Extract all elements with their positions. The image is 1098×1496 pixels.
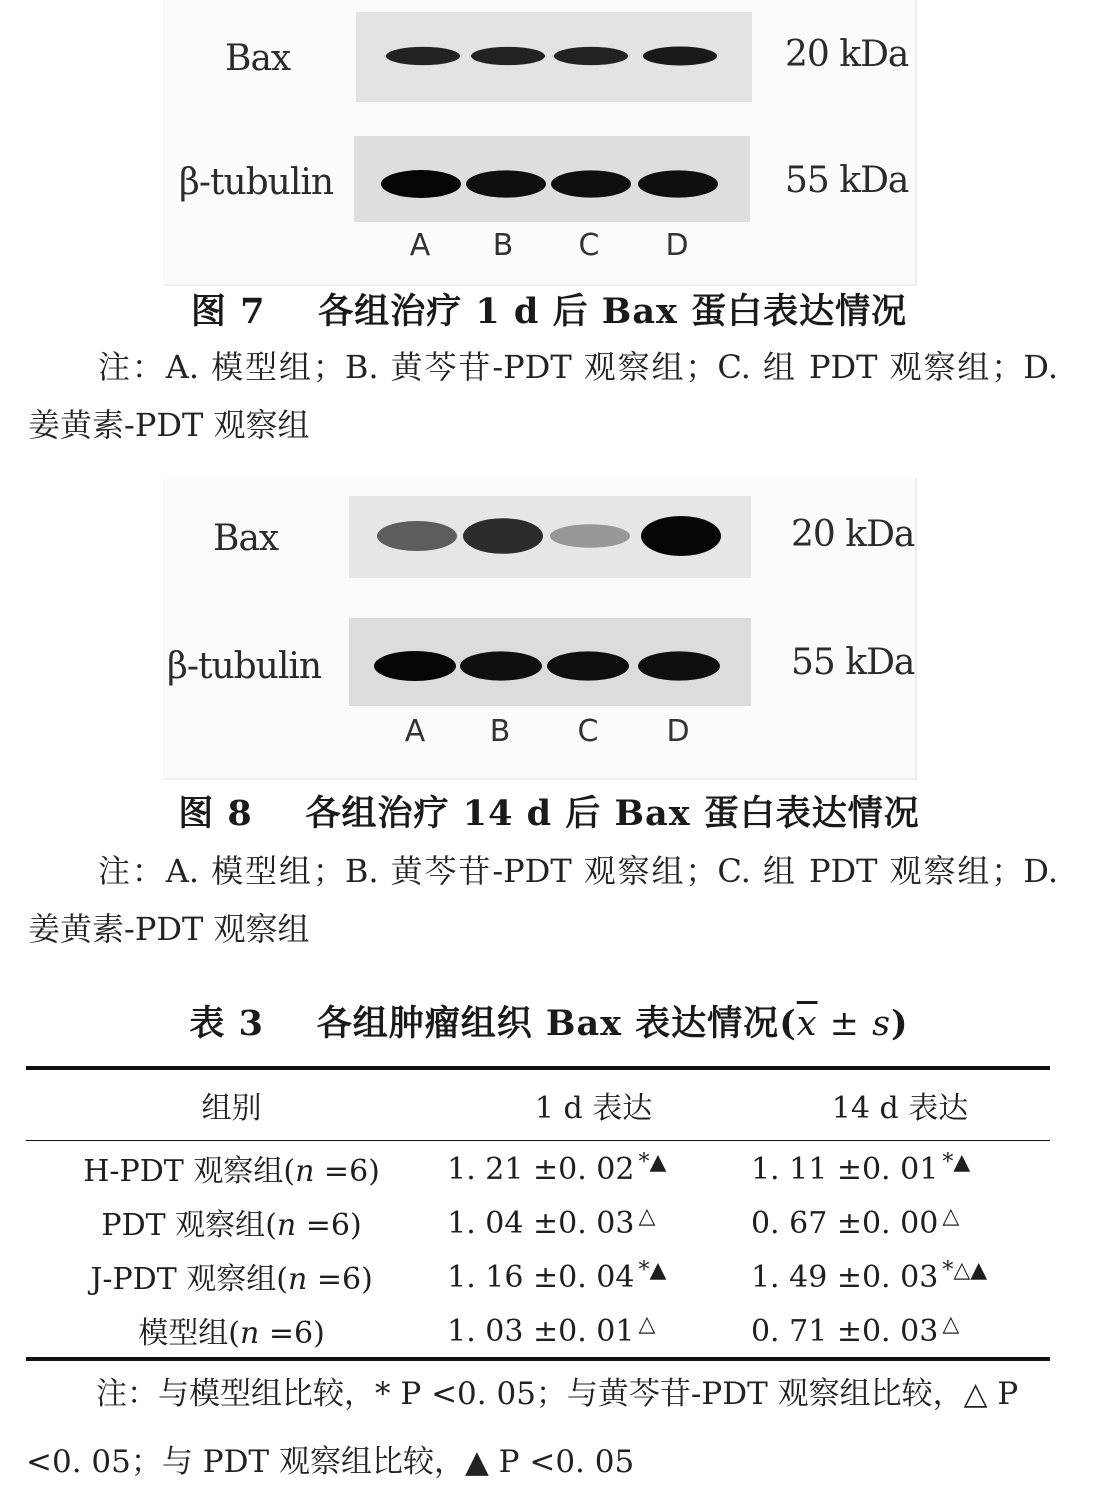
n-value: =6) xyxy=(259,1316,325,1351)
d1-cell xyxy=(437,1195,741,1249)
blot-band xyxy=(466,170,546,197)
figure-8-caption xyxy=(0,786,1098,836)
figure-8-caption-text: 各组治疗 14 d 后 Bax 蛋白表达情况 xyxy=(305,793,920,834)
d1-significance: *▲ xyxy=(638,1149,667,1175)
fig8-tubulin-kda: 55 kDa xyxy=(791,642,915,683)
figure-8-blot xyxy=(163,478,917,780)
blot-band xyxy=(554,47,628,65)
d14-cell xyxy=(741,1195,1050,1249)
blot-band xyxy=(471,47,545,65)
bax-expression-table xyxy=(26,1066,1050,1361)
table-row xyxy=(26,1195,1050,1249)
group-name: PDT 观察组 xyxy=(101,1208,266,1243)
group-name: H-PDT 观察组 xyxy=(83,1154,284,1189)
n-open: ( xyxy=(283,1154,296,1189)
d14-significance: *△▲ xyxy=(942,1257,988,1283)
stat-open-paren: ( xyxy=(779,1003,797,1044)
figure-7-caption xyxy=(0,284,1098,334)
figure-8-caption-label: 图 8 xyxy=(178,793,253,834)
n-open: ( xyxy=(265,1208,277,1243)
blot-band xyxy=(374,651,456,681)
stat-close-paren: ) xyxy=(891,1003,909,1044)
table-row xyxy=(26,1303,1050,1359)
d1-cell xyxy=(437,1249,741,1303)
figure-7-caption-text: 各组治疗 1 d 后 Bax 蛋白表达情况 xyxy=(318,291,908,332)
d1-significance: △ xyxy=(638,1311,656,1337)
d1-cell xyxy=(437,1303,741,1359)
fig8-bax-kda: 20 kDa xyxy=(791,514,915,555)
d14-cell xyxy=(741,1303,1050,1359)
blot-band xyxy=(638,651,720,680)
table-3-title xyxy=(0,996,1098,1046)
d14-value: 1. 11 ±0. 01 xyxy=(750,1151,939,1187)
fig7-tubulin-kda: 55 kDa xyxy=(785,160,909,201)
d14-value: 0. 71 ±0. 03 xyxy=(750,1313,939,1349)
d1-value: 1. 21 ±0. 02 xyxy=(447,1151,635,1187)
d14-significance: △ xyxy=(942,1311,960,1337)
figure-7-blot xyxy=(163,0,917,286)
group-cell xyxy=(26,1141,437,1196)
d1-value: 1. 16 ±0. 04 xyxy=(447,1259,635,1295)
blot-band xyxy=(463,518,543,554)
d14-value: 0. 67 ±0. 00 xyxy=(750,1205,939,1241)
d14-cell xyxy=(741,1141,1050,1196)
d14-significance: *▲ xyxy=(942,1149,971,1175)
n-value: =6) xyxy=(307,1262,373,1297)
fig8-tubulin-label: β-tubulin xyxy=(167,646,322,687)
blot-band xyxy=(460,651,542,680)
fig8-bax-label: Bax xyxy=(213,518,279,559)
n-open: ( xyxy=(276,1262,288,1297)
figure-7-note: 注：A. 模型组；B. 黄芩苷-PDT 观察组；C. 组 PDT 观察组；D. 姜黄素-PDT 观察组 xyxy=(28,348,1058,444)
table-3-label: 表 3 xyxy=(189,1003,264,1044)
table-row xyxy=(26,1141,1050,1196)
table-3-footnote: 注：与模型组比较，* P <0. 05；与黄芩苷-PDT 观察组比较，△ P <0. 05；与 PDT 观察组比较，▲ P <0. 05 xyxy=(26,1376,1019,1480)
group-cell xyxy=(26,1195,437,1249)
fig7-bax-label: Bax xyxy=(225,38,291,79)
n-value: =6) xyxy=(296,1208,362,1243)
blot-band xyxy=(638,170,718,197)
header-group: 组别 xyxy=(26,1068,437,1141)
blot-band xyxy=(643,47,717,66)
n-symbol: n xyxy=(295,1154,315,1189)
fig8-lane-d: D xyxy=(666,714,690,749)
d1-significance: *▲ xyxy=(638,1257,667,1283)
fig7-lane-c: C xyxy=(578,228,600,263)
blot-band xyxy=(386,47,460,65)
figure-7-caption-label: 图 7 xyxy=(190,291,266,332)
d14-value: 1. 49 ±0. 03 xyxy=(750,1259,939,1295)
blot-band xyxy=(550,524,630,548)
group-name: 模型组 xyxy=(138,1316,229,1351)
n-symbol: n xyxy=(287,1262,308,1297)
d1-cell xyxy=(437,1141,741,1196)
d14-significance: △ xyxy=(942,1203,960,1229)
d1-value: 1. 03 ±0. 01 xyxy=(447,1313,635,1349)
n-symbol: n xyxy=(240,1316,260,1351)
table-row xyxy=(26,1249,1050,1303)
n-value: =6) xyxy=(314,1154,380,1189)
n-open: ( xyxy=(228,1316,241,1351)
d1-value: 1. 04 ±0. 03 xyxy=(447,1205,635,1241)
n-symbol: n xyxy=(276,1208,297,1243)
blot-band xyxy=(551,170,631,197)
group-cell xyxy=(26,1303,437,1359)
table-header-row xyxy=(26,1068,1050,1141)
header-1d: 1 d 表达 xyxy=(437,1068,741,1141)
group-name: J-PDT 观察组 xyxy=(90,1262,277,1297)
stat-mean-symbol: $\overline{x}$ xyxy=(796,1004,818,1044)
fig8-lane-a: A xyxy=(404,714,426,749)
fig7-lane-b: B xyxy=(492,228,514,263)
group-cell xyxy=(26,1249,437,1303)
blot-band xyxy=(641,516,721,556)
d14-cell xyxy=(741,1249,1050,1303)
stat-plus-minus: ± xyxy=(817,1004,873,1044)
blot-band xyxy=(381,170,461,198)
blot-band xyxy=(377,521,457,551)
figure-8-note: 注：A. 模型组；B. 黄芩苷-PDT 观察组；C. 组 PDT 观察组；D. 姜黄素-PDT 观察组 xyxy=(28,852,1058,948)
blot-band xyxy=(547,651,629,680)
fig7-lane-a: A xyxy=(409,228,431,263)
d1-significance: △ xyxy=(638,1203,656,1229)
header-14d: 14 d 表达 xyxy=(741,1068,1050,1141)
table-3-title-text: 各组肿瘤组织 Bax 表达情况 xyxy=(316,1003,780,1044)
fig8-lane-b: B xyxy=(489,714,511,749)
fig7-tubulin-label: β-tubulin xyxy=(179,162,334,203)
fig8-lane-c: C xyxy=(577,714,599,749)
stat-sd-symbol: s xyxy=(872,1004,892,1044)
fig7-lane-d: D xyxy=(665,228,689,263)
fig7-bax-kda: 20 kDa xyxy=(785,34,909,75)
